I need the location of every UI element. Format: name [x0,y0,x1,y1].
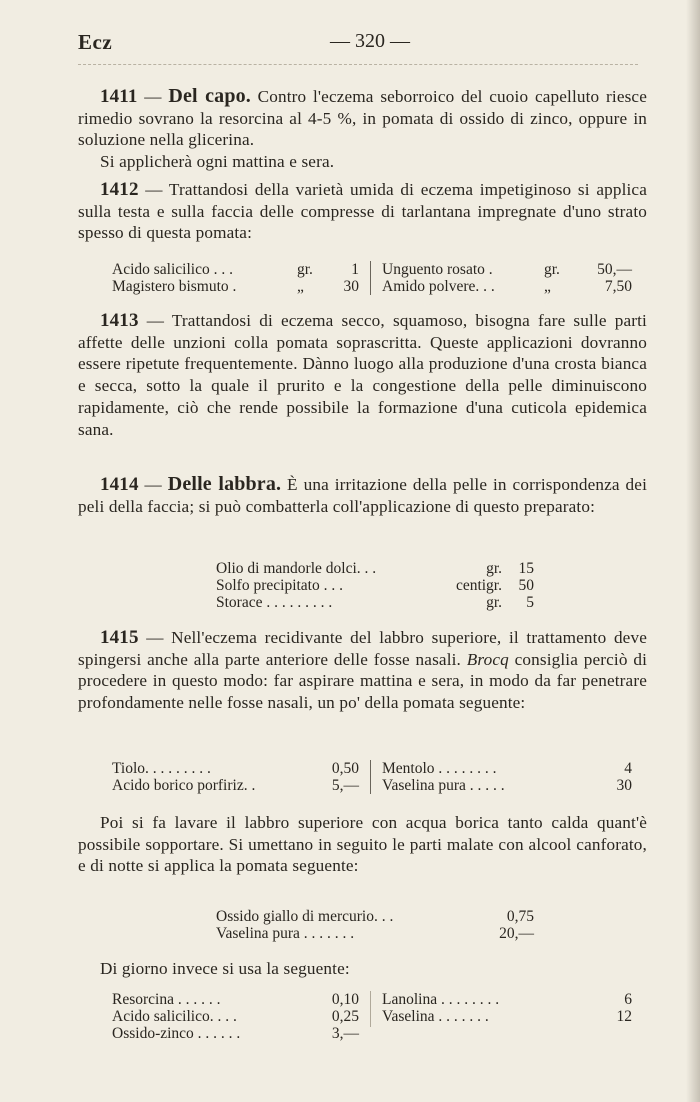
entry-dash: — [138,475,168,494]
entry-1412-paragraph [78,179,647,244]
formula-column-right [382,760,632,794]
ingredient-name: Ossido giallo di mercurio. . . [216,908,394,925]
formula-1412 [112,261,632,295]
formula-row [112,278,359,295]
formula-column-right [382,261,632,295]
ingredient-name: Acido salicilico. . . . [112,1008,237,1025]
ingredient-name: Solfo precipitato . . . [216,577,343,594]
ingredient-qty: 12 [616,1008,632,1025]
ingredient-name: Ossido-zinco . . . . . . [112,1025,241,1042]
ingredient-name: Magistero bismuto . [112,278,237,295]
entry-1415-paragraph-3: Poi si fa lavare il labbro superiore con acqua borica tanto calda quant'è possibile sopportare. Si umettano in seguito le parti malate con alcool canforato, e di notte si applica la pomata seguente: [78,813,647,876]
entry-1415-paragraph [78,627,647,714]
entry-1411-paragraph-2: Si applicherà ogni mattina e sera. [100,152,335,172]
entry-body: — Trattandosi di eczema secco, squamoso, bisogna fare sulle parti affette delle unzioni colla pomata soprascritta. Queste applicazioni dovranno essere ripetute frequentemente. Dànno luogo alla produzione d'una crosta bianca e secca, sotto la quale il prurito e la congestione della pelle diminuiscono rapidamente, ciò che rende possibile la formazione d'una cuticola epidemica sana. [78,311,647,439]
entry-1411-paragraph [78,86,647,151]
ingredient-name: Mentolo . . . . . . . . [382,760,497,777]
entry-1411 [78,86,647,173]
entry-dash: — [137,87,169,106]
ingredient-qty: 7,50 [604,278,632,295]
formula-row [112,777,359,794]
formula-row [382,991,632,1008]
ingredient-name: Lanolina . . . . . . . . [382,991,500,1008]
ingredient-name: Tiolo. . . . . . . . . [112,760,211,777]
formula-row [112,1025,359,1042]
ingredient-qty: 30 [616,777,632,794]
ingredient-qty: 20,— [499,925,534,942]
ingredient-qty: 5 [526,594,534,611]
formula-1415-b [216,908,534,942]
ingredient-qty: 0,75 [506,908,534,925]
page-edge-shadow [686,0,700,1102]
formula-column-left [112,991,359,1042]
entry-number: 1415 [100,627,139,648]
entry-body: È una irritazione della pelle in corrispondenza dei peli della faccia; si può combatterla coll'applicazione di questo preparato: [78,475,647,516]
ingredient-qty: 6 [624,991,632,1008]
formula-row [216,925,534,942]
formula-row [112,261,359,278]
formula-row [112,991,359,1008]
ingredient-name: Resorcina . . . . . . [112,991,221,1008]
ingredient-name: Olio di mandorle dolci. . . [216,560,377,577]
entry-number: 1413 [100,310,139,331]
formula-column-left [112,261,359,295]
formula-row [382,261,632,278]
entry-1415 [78,627,647,714]
ingredient-qty: 0,10 [331,991,359,1008]
ingredient-name: Vaselina . . . . . . . [382,1008,489,1025]
ingredient-name: Vaselina pura . . . . . [382,777,505,794]
entry-number: 1412 [100,179,139,200]
formula-row [216,577,534,594]
formula-row [382,278,632,295]
entry-1415-paragraph-4: Di giorno invece si usa la seguente: [100,959,350,978]
ingredient-name: Vaselina pura . . . . . . . [216,925,355,942]
formula-divider [370,760,371,794]
ingredient-unit: gr. [544,261,560,278]
ingredient-name: Unguento rosato . [382,261,493,278]
ingredient-unit: „ [297,278,304,295]
formula-row [216,560,534,577]
entry-number: 1411 [100,86,138,107]
entry-1415-continued-2 [78,958,647,980]
ingredient-qty: 3,— [331,1025,359,1042]
formula-column-right [382,991,632,1042]
ingredient-qty: 1 [351,261,359,278]
entry-1413-paragraph [78,310,647,440]
ingredient-unit: gr. [486,594,502,611]
ingredient-unit: „ [544,278,551,295]
ingredient-qty: 0,25 [331,1008,359,1025]
entry-1413 [78,310,647,440]
entry-body-cont: consiglia perciò di procedere in questo modo: far aspirare mattina e sera, in modo da far penetrare profondamente nelle fosse nasali, un po' della pomata seguente: [78,649,647,713]
ingredient-name: Acido borico porfiriz. . [112,777,256,794]
ingredient-qty: 5,— [331,777,359,794]
ingredient-qty: 4 [624,760,632,777]
entry-body: — Nell'eczema recidivante del labbro superiore, il trattamento deve spingersi anche alla parte anteriore delle fosse nasali. [78,628,647,669]
entry-number: 1414 [100,474,139,495]
formula-row [216,594,534,611]
formula-1415-c [112,991,632,1042]
formula-row [112,1008,359,1025]
section-abbreviation: Ecz [78,30,113,54]
ingredient-unit: centigr. [455,577,502,594]
ingredient-name: Acido salicilico . . . [112,261,233,278]
entry-heading: Del capo. [168,85,251,107]
formula-1415-a [112,760,632,794]
ingredient-qty: 50 [518,577,534,594]
entry-1414 [78,474,647,517]
entry-heading: Delle labbra. [167,473,282,495]
formula-1414 [216,560,534,611]
page-number: — 320 — [330,30,410,52]
formula-row [382,1008,632,1025]
ingredient-qty: 15 [518,560,534,577]
ingredient-unit: gr. [297,261,313,278]
formula-row [382,760,632,777]
ingredient-qty: 0,50 [331,760,359,777]
formula-divider [370,261,371,295]
formula-divider [370,991,371,1027]
formula-row [112,760,359,777]
ingredient-name: Amido polvere. . . [382,278,495,295]
formula-column-left [112,760,359,794]
entry-body: Contro l'eczema seborroico del cuoio capelluto riesce rimedio sovrano la resorcina al 4-5 %, in pomata di ossido di zinco, oppure in soluzione nella glicerina. [78,87,647,150]
formula-row [216,908,534,925]
running-header [78,30,638,60]
entry-1412 [78,179,647,244]
entry-body: — Trattandosi della varietà umida di eczema impetiginoso si applica sulla testa e sulla faccia delle compresse di tarlantana impregnate d'uno strato spesso di questa pomata: [78,180,647,243]
ingredient-qty: 50,— [597,261,632,278]
ingredient-unit: gr. [486,560,502,577]
entry-1414-paragraph [78,474,647,517]
header-rule [78,64,638,65]
ingredient-qty: 30 [343,278,359,295]
ingredient-name: Storace . . . . . . . . . [216,594,333,611]
author-name: Brocq [466,649,509,669]
entry-1415-continued [78,812,647,877]
formula-row [382,777,632,794]
